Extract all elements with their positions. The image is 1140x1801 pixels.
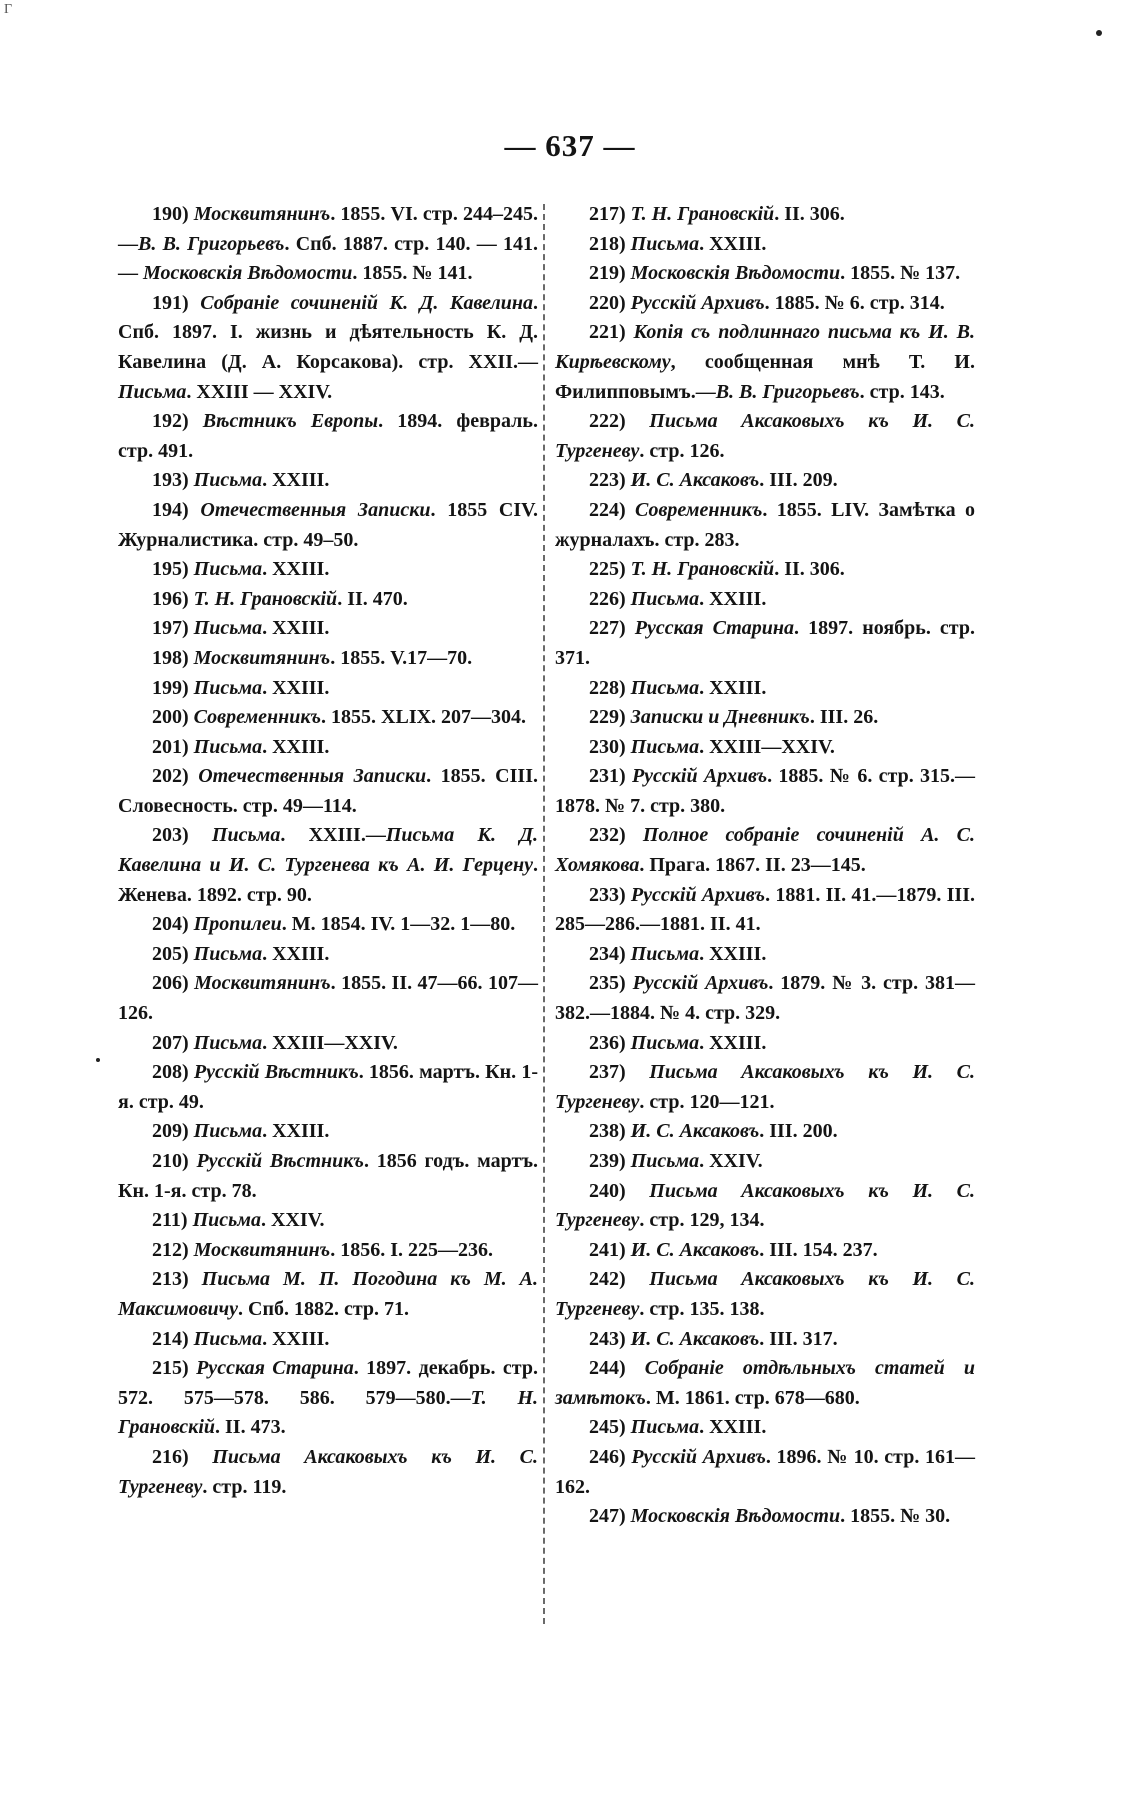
footnote-entry [118, 1029, 538, 1059]
citation-text: . Женева. 1892. стр. 90. [118, 854, 538, 906]
footnote-entry [118, 1058, 538, 1117]
footnote-entry [118, 1354, 538, 1443]
footnote-number: 233) [589, 883, 631, 906]
footnote-number: 222) [589, 410, 650, 433]
source-title: Письма [630, 942, 700, 965]
footnote-entry [118, 407, 538, 466]
source-title: Полное собраніе сочиненій А. С. Хомякова [555, 824, 975, 877]
footnote-entry [555, 762, 975, 821]
source-title: Письма М. П. Погодина къ М. А. Максимовичу [118, 1268, 538, 1320]
footnote-number: 232) [589, 824, 643, 847]
source-title: И. С. Аксаковъ [630, 1120, 760, 1143]
footnote-entry [118, 200, 538, 289]
citation-text: . XXIII. [262, 1120, 330, 1143]
source-title: Русская Старина [634, 617, 795, 640]
footnote-number: 240) [589, 1179, 650, 1202]
citation-text: . 1855. № 137. [840, 262, 961, 285]
footnote-number: 201) [152, 735, 194, 758]
footnote-number: 196) [152, 587, 194, 610]
footnote-number: 224) [589, 498, 636, 521]
source-title: Письма [193, 942, 263, 965]
source-title: В. В. Григорьевъ [715, 380, 860, 403]
footnote-number: 192) [152, 410, 203, 433]
footnote-entry [555, 496, 975, 555]
footnote-entry [555, 1413, 975, 1443]
footnote-entry [555, 969, 975, 1028]
citation-text: . 1855. LIV. Замѣтка о журналахъ. стр. 283. [555, 498, 975, 551]
citation-text: . Прага. 1867. II. 23—145. [639, 854, 866, 877]
source-title: Москвитянинъ [193, 1238, 331, 1261]
source-title: Т. Н. Грановскій [630, 558, 775, 581]
footnote-entry [118, 1325, 538, 1355]
citation-text: . 1881. II. 41.—1879. III. 285—286.—1881. II. 41. [555, 883, 975, 936]
citation-text: . 1897. декабрь. стр. 572. 575—578. 586. 579—580.— [118, 1357, 538, 1409]
citation-text: . XXIII. [699, 942, 767, 965]
citation-text: . XXIV. [260, 1209, 325, 1232]
footnote-entry [555, 407, 975, 466]
footnote-number: 242) [589, 1268, 650, 1291]
citation-text: . 1855. XLIX. 207—304. [321, 706, 527, 729]
source-title: Т. Н. Грановскій [193, 587, 338, 610]
source-title: Письма [193, 1031, 263, 1054]
source-title: И. С. Аксаковъ [630, 469, 760, 492]
citation-text: . XXIII. [699, 1416, 767, 1439]
footnote-entry [555, 289, 975, 319]
citation-text: . 1885. № 6. стр. 314. [764, 291, 945, 314]
citation-text: . 1885. № 6. стр. 315.—1878. № 7. стр. 380. [555, 765, 975, 817]
footnote-entry [555, 1265, 975, 1324]
footnote-number: 246) [589, 1445, 632, 1468]
footnote-number: 226) [589, 587, 631, 610]
footnote-number: 214) [152, 1327, 194, 1350]
citation-text: . М. 1861. стр. 678—680. [645, 1386, 860, 1409]
footnote-entry [118, 1147, 538, 1206]
source-title: И. С. Аксаковъ [630, 1238, 760, 1261]
source-title: Письма Аксаковыхъ къ И. С. Тургеневу [555, 410, 975, 462]
citation-text: . XXIII. [699, 676, 767, 699]
citation-text: . XXIII.— [280, 824, 386, 847]
source-title: Московскія Вѣдомости [143, 262, 353, 285]
footnote-entry [118, 1117, 538, 1147]
citation-text: . XXIII. [262, 1327, 330, 1350]
source-title: Письма [630, 232, 700, 255]
citation-text: . XXIII. [699, 587, 767, 610]
citation-text: . XXIII. [262, 676, 330, 699]
source-title: Письма [630, 735, 700, 758]
footnote-number: 200) [152, 706, 194, 729]
footnote-entry [118, 614, 538, 644]
source-title: Вѣстникъ Европы [202, 410, 379, 433]
source-title: Русскій Архивъ [632, 972, 769, 995]
footnote-entry [555, 466, 975, 496]
citation-text: . 1855. № 30. [840, 1505, 951, 1528]
citation-text: . стр. 135. 138. [639, 1297, 765, 1320]
footnote-number: 220) [589, 291, 631, 314]
footnote-entry [118, 821, 538, 910]
footnote-number: 205) [152, 942, 194, 965]
footnote-number: 236) [589, 1031, 631, 1054]
source-title: Современникъ [193, 706, 322, 729]
citation-text: . 1855 CIV. Журналистика. стр. 49–50. [118, 498, 538, 551]
footnote-number: 198) [152, 646, 194, 669]
footnote-entry [555, 230, 975, 260]
source-title: Письма [193, 469, 263, 492]
citation-text: . XXIII. [262, 469, 330, 492]
footnote-number: 238) [589, 1120, 631, 1143]
footnote-entry [118, 1265, 538, 1324]
footnote-number: 195) [152, 558, 194, 581]
footnote-entry [555, 733, 975, 763]
citation-text: . XXIII. [262, 558, 330, 581]
footnote-entry [555, 585, 975, 615]
margin-dot [96, 1058, 100, 1062]
footnote-number: 219) [589, 262, 631, 285]
source-title: Копія съ подлиннаго письма къ И. В. Кирѣевскому [555, 321, 975, 373]
citation-text: . II. 473. [215, 1416, 286, 1439]
source-title: Письма [193, 735, 263, 758]
citation-text: . стр. 120—121. [639, 1090, 775, 1113]
citation-text: . XXIV. [699, 1150, 763, 1172]
footnote-entry [555, 614, 975, 673]
page-number: — 637 — [504, 128, 636, 163]
citation-text: . XXIII. [699, 232, 767, 255]
footnote-entry [118, 969, 538, 1028]
footnote-number: 247) [589, 1505, 631, 1528]
source-title: Московскія Вѣдомости [630, 262, 841, 285]
source-title: Письма [193, 617, 263, 640]
citation-text: . XXIII. [262, 735, 330, 758]
footnote-number: 230) [589, 735, 631, 758]
footnote-entry [118, 910, 538, 940]
citation-text: . 1855. № 141. [352, 262, 473, 285]
footnote-number: 199) [152, 676, 194, 699]
footnote-number: 245) [589, 1416, 631, 1439]
citation-text: . III. 200. [759, 1120, 838, 1143]
source-title: Письма [630, 587, 700, 610]
citation-text: . 1894. февраль. стр. 491. [118, 410, 538, 462]
footnote-entry [555, 200, 975, 230]
footnote-number: 190) [152, 203, 194, 225]
source-title: Русскій Вѣстникъ [196, 1150, 364, 1172]
citation-text: . М. 1854. IV. 1—32. 1—80. [281, 913, 516, 936]
footnote-entry [555, 881, 975, 940]
footnote-number: 197) [152, 617, 194, 640]
footnote-number: 229) [589, 706, 631, 729]
footnote-entry [118, 762, 538, 821]
footnote-entry [118, 585, 538, 615]
source-title: Письма [193, 1120, 263, 1143]
source-title: Т. Н. Грановскій [630, 203, 775, 225]
footnote-number: 239) [589, 1150, 631, 1172]
footnote-entry [118, 1443, 538, 1502]
source-title: Собраніе отдѣльныхъ статей и замѣтокъ [555, 1357, 975, 1409]
citation-text: . 1856 годъ. мартъ. Кн. 1-я. стр. 78. [118, 1150, 538, 1202]
citation-text: . стр. 129, 134. [639, 1209, 765, 1232]
footnote-entry [118, 1206, 538, 1236]
margin-dot [1096, 30, 1102, 36]
source-title: Русскій Архивъ [630, 883, 766, 906]
citation-text: . 1855. II. 47—66. 107—126. [118, 972, 538, 1025]
footnote-entry [555, 1058, 975, 1117]
source-title: Москвитянинъ [194, 972, 331, 995]
citation-text: . XXIII—XXIV. [262, 1031, 398, 1054]
citation-text: . Спб. 1897. I. жизнь и дѣятельность К. Д. Кавелина (Д. А. Корсакова). стр. XXII.— [118, 291, 538, 373]
citation-text: . 1855. V.17—70. [330, 646, 473, 669]
source-title: Письма Аксаковыхъ къ И. С. Тургеневу [118, 1445, 538, 1498]
footnote-entry [555, 1177, 975, 1236]
source-title: Отечественныя Записки [200, 498, 431, 521]
citation-text: . XXIII. [699, 1031, 767, 1054]
footnote-entry [118, 496, 538, 555]
source-title: Письма [630, 1416, 700, 1439]
source-title: Современникъ [635, 498, 763, 521]
footnote-entry [555, 1236, 975, 1266]
footnote-number: 231) [589, 765, 632, 788]
footnote-number: 207) [152, 1031, 194, 1054]
citation-text: . II. 306. [774, 558, 845, 581]
footnote-number: 217) [589, 203, 631, 225]
citation-text: . XXIII. [262, 942, 330, 965]
source-title: Пропилеи [193, 913, 282, 936]
footnote-number: 193) [152, 469, 194, 492]
source-title: Отечественныя Записки [198, 765, 427, 788]
footnote-entry [118, 466, 538, 496]
footnote-entry [555, 318, 975, 407]
footnote-number: 209) [152, 1120, 194, 1143]
footnote-entry [555, 1502, 975, 1532]
source-title: Москвитянинъ [193, 203, 331, 225]
source-title: Письма [630, 676, 700, 699]
citation-text: . 1896. № 10. стр. 161—162. [555, 1445, 975, 1498]
source-title: Письма [193, 676, 263, 699]
footnote-number: 225) [589, 558, 631, 581]
corner-mark: Г [4, 2, 13, 17]
citation-text: . XXIII—XXIV. [699, 735, 835, 758]
source-title: Собраніе сочиненій К. Д. Кавелина [200, 291, 533, 314]
right-column [555, 200, 975, 1532]
citation-text: . 1879. № 3. стр. 381—382.—1884. № 4. стр. 329. [555, 972, 975, 1025]
citation-text: . 1855. CIII. Словесность. стр. 49—114. [118, 765, 538, 817]
source-title: И. С. Аксаковъ [630, 1327, 760, 1350]
citation-text: . 1856. I. 225—236. [330, 1238, 494, 1261]
citation-text: . стр. 119. [202, 1475, 287, 1498]
source-title: Письма Аксаковыхъ къ И. С. Тургеневу [555, 1061, 975, 1113]
footnote-entry [118, 703, 538, 733]
source-title: Письма [193, 1327, 263, 1350]
footnote-entry [118, 1236, 538, 1266]
citation-text: . II. 306. [774, 203, 845, 225]
citation-text: . III. 209. [759, 469, 838, 492]
footnote-entry [118, 940, 538, 970]
footnote-entry [555, 1147, 975, 1177]
footnote-number: 206) [152, 972, 195, 995]
column-divider [543, 204, 545, 1624]
source-title: Письма [211, 824, 281, 847]
citation-text: . 1897. ноябрь. стр. 371. [555, 617, 975, 669]
footnote-number: 216) [152, 1445, 213, 1468]
footnote-entry [555, 821, 975, 880]
footnote-number: 204) [152, 913, 194, 936]
citation-text: . II. 470. [337, 587, 408, 610]
footnote-entry [555, 1117, 975, 1147]
citation-text: . 1856. мартъ. Кн. 1-я. стр. 49. [118, 1061, 538, 1113]
citation-text: . Спб. 1882. стр. 71. [238, 1297, 410, 1320]
footnote-entry [555, 940, 975, 970]
footnote-entry [555, 1354, 975, 1413]
footnote-number: 213) [152, 1268, 202, 1291]
source-title: Письма Аксаковыхъ къ И. С. Тургеневу [555, 1179, 975, 1232]
citation-text: . Спб. 1887. стр. 140. — 141. — [118, 232, 538, 285]
source-title: В. В. Григорьевъ [138, 232, 285, 255]
citation-text: . III. 317. [759, 1327, 838, 1350]
source-title: Т. Н. Грановскій [118, 1386, 539, 1439]
footnote-entry [118, 733, 538, 763]
source-title: Московскія Вѣдомости [630, 1505, 841, 1528]
footnote-number: 235) [589, 972, 633, 995]
footnote-number: 211) [152, 1209, 193, 1232]
source-title: Записки и Дневникъ [630, 706, 810, 729]
footnote-number: 212) [152, 1238, 194, 1261]
footnote-entry [118, 674, 538, 704]
footnote-number: 203) [152, 824, 212, 847]
footnote-number: 191) [152, 291, 201, 314]
source-title: Письма [630, 1150, 700, 1172]
footnote-number: 215) [152, 1357, 197, 1380]
source-title: Письма [118, 380, 187, 403]
footnote-entry [555, 259, 975, 289]
source-title: Русскій Архивъ [631, 1445, 766, 1468]
citation-text: . III. 154. 237. [759, 1238, 878, 1261]
footnote-number: 228) [589, 676, 631, 699]
source-title: Письма Аксаковыхъ къ И. С. Тургеневу [555, 1268, 975, 1320]
footnote-entry [555, 555, 975, 585]
left-column [118, 200, 538, 1502]
citation-text: . стр. 143. [859, 380, 945, 403]
footnote-number: 223) [589, 469, 631, 492]
citation-text: , сообщенная мнѣ Т. И. Филипповымъ.— [555, 350, 975, 403]
footnote-number: 243) [589, 1327, 631, 1350]
footnote-entry [555, 674, 975, 704]
footnote-entry [118, 555, 538, 585]
footnote-number: 202) [152, 765, 199, 788]
source-title: Русская Старина [196, 1357, 354, 1380]
footnote-number: 244) [589, 1357, 645, 1380]
footnote-entry [555, 703, 975, 733]
footnote-entry [555, 1029, 975, 1059]
source-title: Письма [193, 558, 263, 581]
citation-text: . 1855. VI. стр. 244–245.— [118, 203, 538, 255]
source-title: Письма [192, 1209, 261, 1232]
source-title: Русскій Архивъ [630, 291, 765, 314]
footnote-entry [118, 644, 538, 674]
footnote-number: 194) [152, 498, 201, 521]
citation-text: . XXIII — XXIV. [186, 380, 333, 403]
source-title: Письма К. Д. Кавелина и И. С. Тургенева къ А. И. Герцену [118, 824, 538, 877]
footnote-number: 241) [589, 1238, 631, 1261]
source-title: Русскій Вѣстникъ [193, 1061, 359, 1084]
citation-text: . III. 26. [809, 706, 879, 729]
footnote-entry [555, 1325, 975, 1355]
source-title: Москвитянинъ [193, 646, 331, 669]
footnote-number: 227) [589, 617, 635, 640]
citation-text: . стр. 126. [639, 439, 725, 462]
footnote-number: 210) [152, 1150, 197, 1172]
source-title: Письма [630, 1031, 700, 1054]
source-title: Русскій Архивъ [631, 765, 768, 788]
footnote-entry [118, 289, 538, 407]
footnote-number: 234) [589, 942, 631, 965]
footnote-number: 208) [152, 1061, 194, 1084]
footnote-number: 218) [589, 232, 631, 255]
footnote-entry [555, 1443, 975, 1502]
citation-text: . XXIII. [262, 617, 330, 640]
footnote-number: 237) [589, 1061, 650, 1084]
footnote-number: 221) [589, 321, 634, 344]
